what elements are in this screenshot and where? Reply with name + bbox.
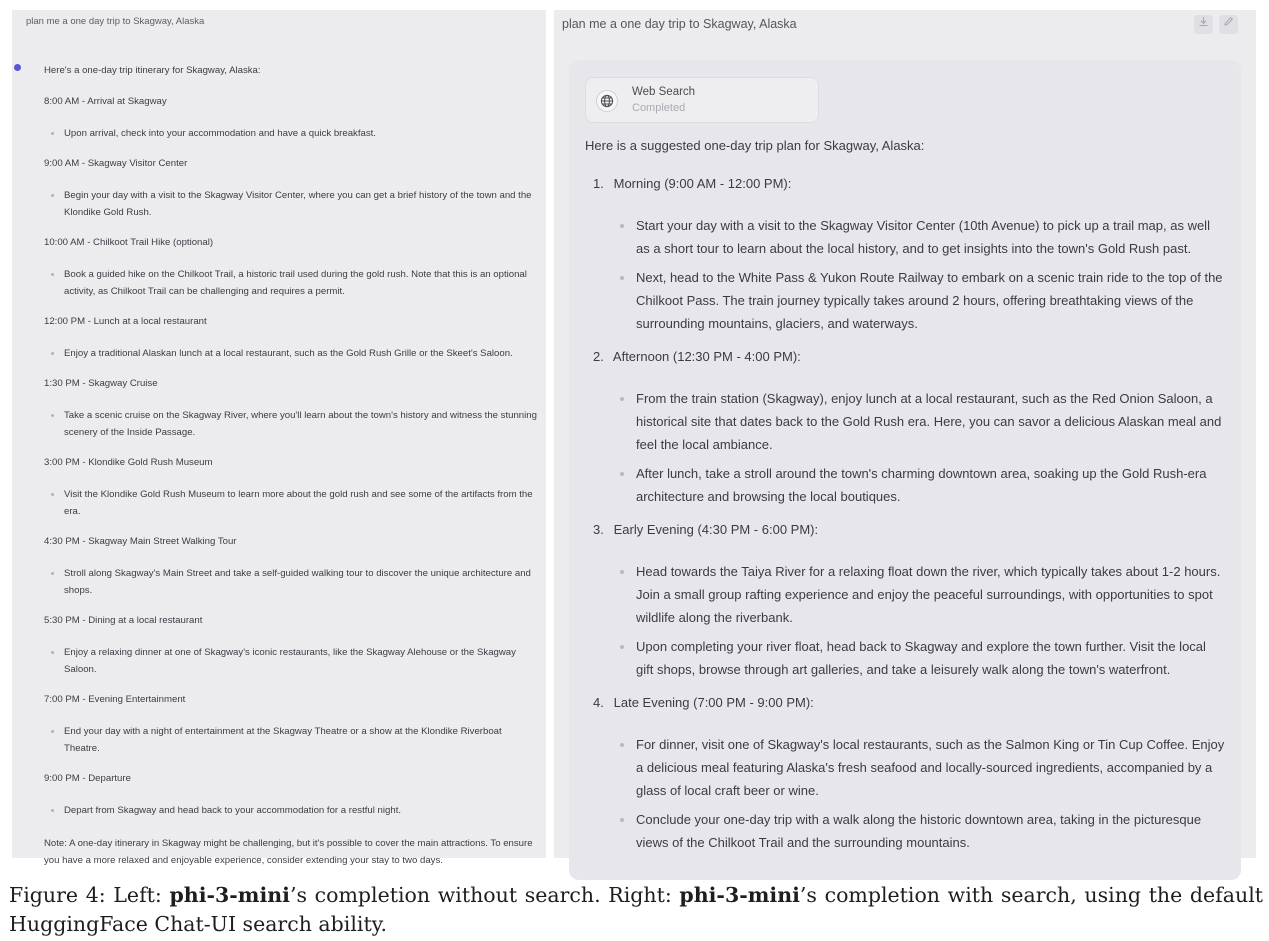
model-name: phi-3-mini <box>679 883 800 907</box>
plan-bullet <box>585 808 1225 854</box>
bullet-dot-icon <box>51 194 54 197</box>
figure-caption <box>9 881 1263 939</box>
plan-bullet-text: Next, head to the White Pass & Yukon Route Railway to embark on a scenic train ride to the top of the Chilkoot Pass. The train journey typically takes around 2 hours, offering breathtaking views of the surrounding mountains, glaciers, and waterways. <box>636 270 1223 331</box>
plan-bullet-text: From the train station (Skagway), enjoy lunch at a local restaurant, such as the Red Onion Saloon, a historical site that dates back to the Gold Rush era. Here, you can savor a delicious Alaskan meal and feel the local ambiance. <box>636 391 1222 452</box>
right-intro: Here is a suggested one-day trip plan for Skagway, Alaska: <box>585 138 925 153</box>
bullet-dot-icon <box>620 397 624 401</box>
itinerary-bullet <box>44 125 538 142</box>
caption-text: ’s completion without search. Right: <box>289 883 680 907</box>
section-number: 4. <box>593 695 604 710</box>
bullet-dot-icon <box>51 572 54 575</box>
itinerary-bullet <box>44 644 538 678</box>
web-search-status: Completed <box>632 102 686 114</box>
plan-section-heading <box>593 694 1225 712</box>
section-number: 2. <box>593 349 604 364</box>
bullet-dot-icon <box>51 352 54 355</box>
itinerary-time-heading: 12:00 PM - Lunch at a local restaurant <box>44 316 207 327</box>
itinerary-time-heading: 3:00 PM - Klondike Gold Rush Museum <box>44 457 213 468</box>
plan-bullet <box>585 266 1225 335</box>
plan-section-heading <box>593 348 1225 366</box>
plan-bullet-text: Start your day with a visit to the Skagway Visitor Center (10th Avenue) to pick up a trail map, as well as a short tour to learn about the local history, and to get insights into the town's Gold Rush past. <box>636 218 1210 256</box>
web-search-title: Web Search <box>632 86 696 98</box>
plan-section-heading <box>593 175 1225 193</box>
itinerary-detail: Enjoy a relaxing dinner at one of Skagway's iconic restaurants, like the Skagway Alehouse or the Skagway Saloon. <box>64 647 516 675</box>
itinerary-detail: Depart from Skagway and head back to your accommodation for a restful night. <box>64 805 402 816</box>
itinerary-bullet <box>44 565 538 599</box>
right-user-prompt: plan me a one day trip to Skagway, Alaska <box>562 17 797 31</box>
itinerary-bullet <box>44 486 538 520</box>
itinerary-time-heading: 1:30 PM - Skagway Cruise <box>44 378 158 389</box>
itinerary-bullet <box>44 345 538 362</box>
itinerary-detail: Upon arrival, check into your accommodation and have a quick breakfast. <box>64 128 376 139</box>
itinerary-bullet <box>44 187 538 221</box>
plan-bullet <box>585 635 1225 681</box>
bullet-dot-icon <box>620 472 624 476</box>
section-title: Early Evening (4:30 PM - 6:00 PM): <box>613 522 819 537</box>
left-response <box>44 65 538 869</box>
right-plan <box>585 175 1225 854</box>
itinerary-time-heading: 4:30 PM - Skagway Main Street Walking Tour <box>44 536 237 547</box>
itinerary-detail: Book a guided hike on the Chilkoot Trail, a historic trail used during the gold rush. Note that this is an optional activity, as Chilkoot Trail can be challenging and requires a permit. <box>64 269 527 297</box>
itinerary-time-heading: 5:30 PM - Dining at a local restaurant <box>44 615 203 626</box>
plan-bullet-text: For dinner, visit one of Skagway's local restaurants, such as the Salmon King or Tin Cup Coffee. Enjoy a delicious meal featuring Alaska's fresh seafood and locally-sourced ingredients, accompanied by a glass of local craft beer or wine. <box>636 737 1225 798</box>
itinerary-detail: Stroll along Skagway's Main Street and take a self-guided walking tour to discover the unique architecture and shops. <box>64 568 531 596</box>
bullet-dot-icon <box>51 493 54 496</box>
plan-bullet-text: Upon completing your river float, head back to Skagway and explore the town further. Visit the local gift shops, browse through art galleries, and take a leisurely walk along the town's waterfront. <box>636 639 1206 677</box>
itinerary-detail: Begin your day with a visit to the Skagway Visitor Center, where you can get a brief history of the town and the Klondike Gold Rush. <box>64 190 532 218</box>
itinerary-detail: Enjoy a traditional Alaskan lunch at a local restaurant, such as the Gold Rush Grille or the Skeet's Saloon. <box>64 348 513 359</box>
plan-bullet-text: After lunch, take a stroll around the town's charming downtown area, soaking up the Gold Rush-era architecture and browsing the local boutiques. <box>636 466 1207 504</box>
bullet-dot-icon <box>51 132 54 135</box>
right-response <box>585 137 1225 867</box>
plan-section-heading <box>593 521 1225 539</box>
itinerary-bullet <box>44 723 538 757</box>
left-intro: Here's a one-day trip itinerary for Skagway, Alaska: <box>44 65 261 76</box>
bullet-dot-icon <box>620 570 624 574</box>
bullet-dot-icon <box>620 818 624 822</box>
plan-bullet <box>585 214 1225 260</box>
itinerary-bullet <box>44 407 538 441</box>
itinerary-time-heading: 7:00 PM - Evening Entertainment <box>44 694 186 705</box>
bullet-dot-icon <box>620 645 624 649</box>
itinerary-time-heading: 8:00 AM - Arrival at Skagway <box>44 96 167 107</box>
itinerary-detail: Take a scenic cruise on the Skagway River, where you'll learn about the town's history and witness the stunning scenery of the Inside Passage. <box>64 410 537 438</box>
caption-text: Figure 4: Left: <box>9 883 170 907</box>
globe-icon <box>596 90 618 112</box>
bullet-dot-icon <box>620 224 624 228</box>
web-search-card[interactable] <box>585 77 819 123</box>
download-icon[interactable] <box>1194 15 1213 34</box>
left-note: Note: A one-day itinerary in Skagway might be challenging, but it's possible to cover the main attractions. To ensure you have a more relaxed and enjoyable experience, consider extending your stay to two days. <box>44 838 533 866</box>
right-chat-panel <box>554 10 1256 858</box>
plan-bullet <box>585 733 1225 802</box>
bullet-dot-icon <box>51 414 54 417</box>
plan-bullet <box>585 560 1225 629</box>
caption-text: ’s completion with search, using the default HuggingFace Chat-UI search ability. <box>9 883 1263 936</box>
edit-icon[interactable] <box>1219 15 1238 34</box>
itinerary-time-heading: 9:00 AM - Skagway Visitor Center <box>44 158 188 169</box>
section-number: 1. <box>593 176 604 191</box>
bullet-dot-icon <box>51 809 54 812</box>
itinerary-time-heading: 10:00 AM - Chilkoot Trail Hike (optional) <box>44 237 214 248</box>
section-title: Afternoon (12:30 PM - 4:00 PM): <box>612 349 801 364</box>
plan-bullet <box>585 462 1225 508</box>
left-itinerary <box>44 96 538 819</box>
plan-bullet-text: Head towards the Taiya River for a relaxing float down the river, which typically takes about 1-2 hours. Join a small group rafting experience and enjoy the peaceful surroundings, with opportunities to spot wildlife along the riverbank. <box>636 564 1221 625</box>
section-title: Late Evening (7:00 PM - 9:00 PM): <box>613 695 814 710</box>
section-number: 3. <box>593 522 604 537</box>
plan-bullet <box>585 387 1225 456</box>
message-toolbar <box>1194 15 1238 34</box>
itinerary-time-heading: 9:00 PM - Departure <box>44 773 131 784</box>
itinerary-bullet <box>44 802 538 819</box>
itinerary-detail: Visit the Klondike Gold Rush Museum to learn more about the gold rush and see some of the artifacts from the era. <box>64 489 533 517</box>
bullet-dot-icon <box>51 273 54 276</box>
itinerary-bullet <box>44 266 538 300</box>
section-title: Morning (9:00 AM - 12:00 PM): <box>613 176 792 191</box>
left-user-prompt: plan me a one day trip to Skagway, Alaska <box>26 16 205 27</box>
left-chat-panel <box>12 10 546 866</box>
plan-bullet-text: Conclude your one-day trip with a walk along the historic downtown area, taking in the picturesque views of the Chilkoot Trail and the surrounding mountains. <box>636 812 1202 850</box>
itinerary-detail: End your day with a night of entertainment at the Skagway Theatre or a show at the Klondike Riverboat Theatre. <box>64 726 502 754</box>
assistant-avatar-icon <box>14 64 21 71</box>
bullet-dot-icon <box>620 276 624 280</box>
model-name: phi-3-mini <box>169 883 290 907</box>
bullet-dot-icon <box>620 743 624 747</box>
bullet-dot-icon <box>51 651 54 654</box>
bullet-dot-icon <box>51 730 54 733</box>
